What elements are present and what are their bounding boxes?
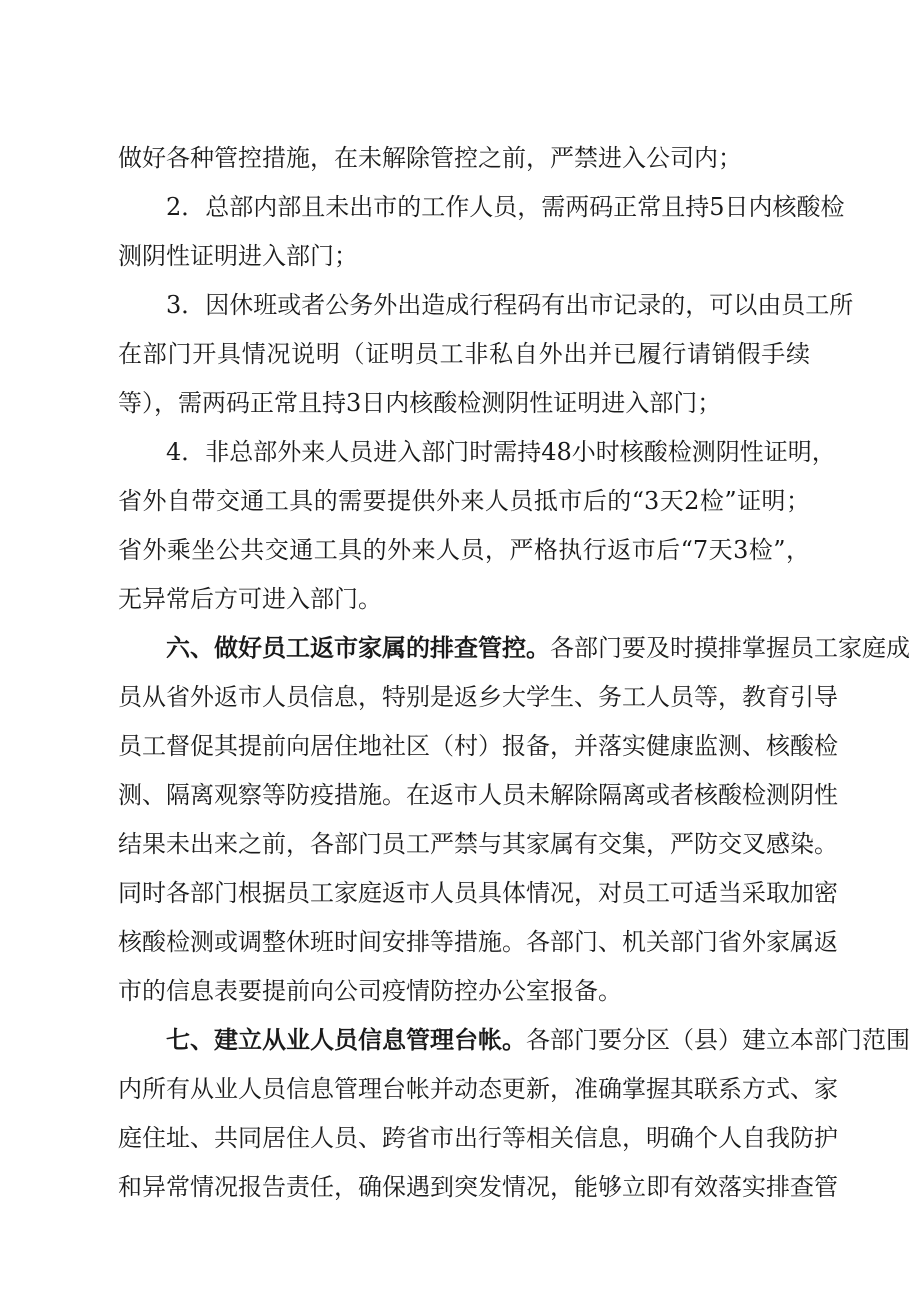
- body-line: 省外自带交通工具的需要提供外来人员抵市后的“3天2检”证明；: [118, 487, 810, 515]
- body-line: 核酸检测或调整休班时间安排等措施。各部门、机关部门省外家属返: [118, 928, 838, 956]
- body-line: 做好各种管控措施，在未解除管控之前，严禁进入公司内；: [118, 144, 742, 172]
- list-item-4-line: 4．非总部外来人员进入部门时需持48小时核酸检测阴性证明，: [166, 438, 836, 466]
- body-line: 结果未出来之前，各部门员工严禁与其家属有交集，严防交叉感染。: [118, 830, 838, 858]
- body-line: 和异常情况报告责任，确保遇到突发情况，能够立即有效落实排查管: [118, 1173, 838, 1201]
- body-line: 员工督促其提前向居住地社区（村）报备，并落实健康监测、核酸检: [118, 732, 838, 760]
- body-line: 内所有从业人员信息管理台帐并动态更新，准确掌握其联系方式、家: [118, 1075, 838, 1103]
- body-line: 测阴性证明进入部门；: [118, 242, 358, 270]
- body-line: 无异常后方可进入部门。: [118, 585, 382, 613]
- body-line: 测、隔离观察等防疫措施。在返市人员未解除隔离或者核酸检测阴性: [118, 781, 838, 809]
- section-6-heading: 六、做好员工返市家属的排查管控。: [166, 634, 550, 662]
- section-6-text: 各部门要及时摸排掌握员工家庭成: [550, 634, 910, 662]
- body-line: 省外乘坐公共交通工具的外来人员，严格执行返市后“7天3检”，: [118, 536, 810, 564]
- body-line: 在部门开具情况说明（证明员工非私自外出并已履行请销假手续: [118, 340, 810, 368]
- list-item-3-line: 3．因休班或者公务外出造成行程码有出市记录的，可以由员工所: [166, 291, 854, 319]
- section-6-first-line: [0, 628, 920, 668]
- body-line: 等），需两码正常且持3日内核酸检测阴性证明进入部门；: [118, 389, 722, 417]
- list-item-2-line: 2．总部内部且未出市的工作人员，需两码正常且持5日内核酸检: [166, 193, 845, 221]
- body-line: 庭住址、共同居住人员、跨省市出行等相关信息，明确个人自我防护: [118, 1124, 838, 1152]
- section-7-text: 各部门要分区（县）建立本部门范围: [526, 1026, 910, 1054]
- body-line: 市的信息表要提前向公司疫情防控办公室报备。: [118, 977, 622, 1005]
- body-line: 同时各部门根据员工家庭返市人员具体情况，对员工可适当采取加密: [118, 879, 838, 907]
- section-7-heading: 七、建立从业人员信息管理台帐。: [166, 1026, 526, 1054]
- section-7-first-line: [0, 1020, 920, 1060]
- body-line: 员从省外返市人员信息，特别是返乡大学生、务工人员等，教育引导: [118, 683, 838, 711]
